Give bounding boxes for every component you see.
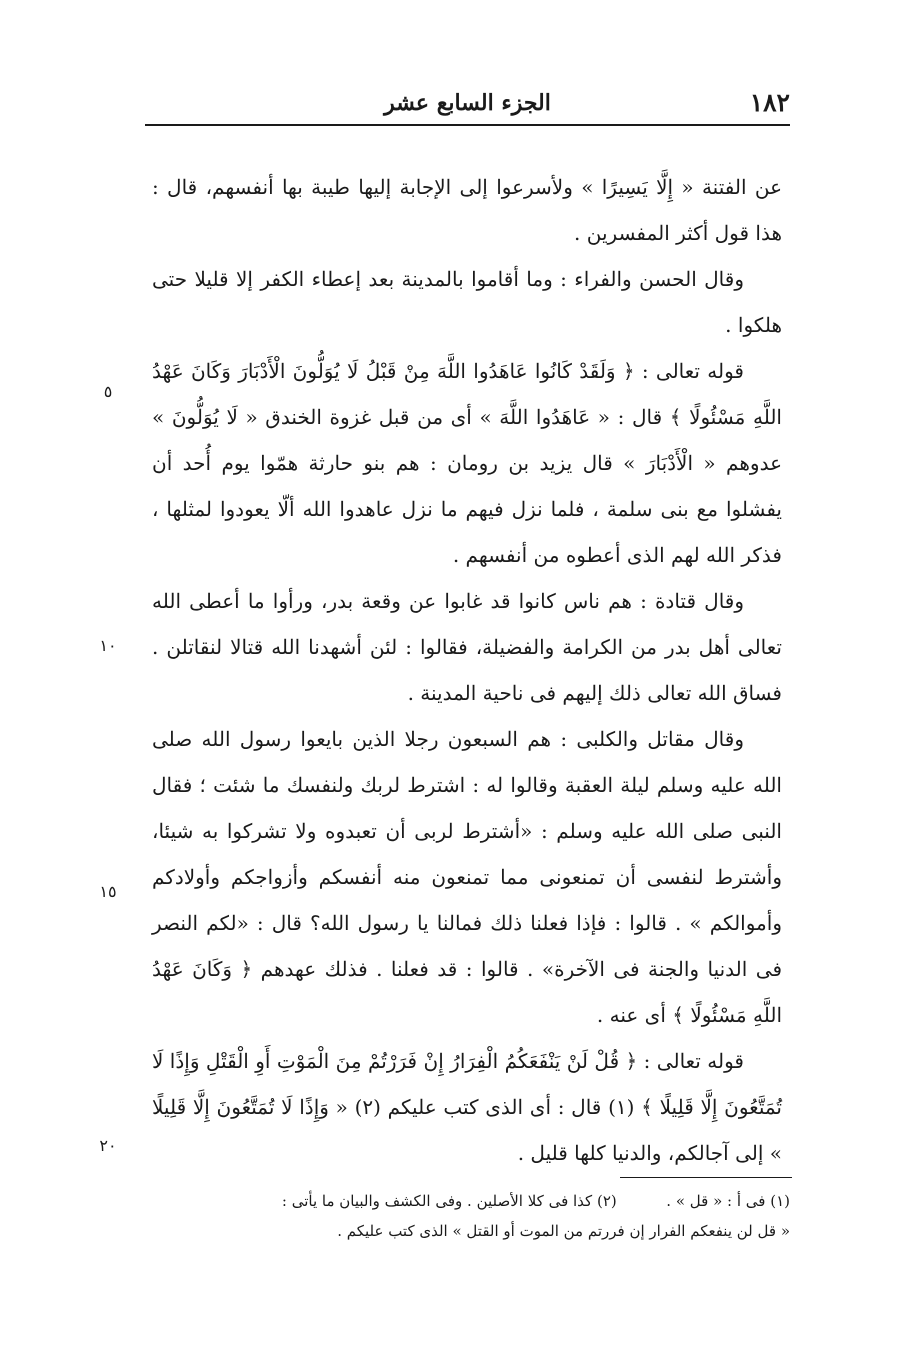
- header-rule: [145, 124, 790, 126]
- footnote-1: (١) فى أ : « قل » .: [666, 1192, 790, 1210]
- line-number-15: ١٥: [99, 882, 117, 901]
- footnote-line: [150, 1216, 790, 1246]
- page-header: [145, 86, 790, 122]
- paragraph: وقال مقاتل والكلبى : هم السبعون رجلا الذين بايعوا رسول الله صلى الله عليه وسلم ليلة العقبة وقالوا له : اشترط لربك ولنفسك ما شئت ؛ فقال النبى صلى الله عليه وسلم : «أشترط لربى أن تعبدوه ولا تشركوا به شيئا، وأشترط لنفسى أن تمنعونى مما تمنعون منه أنفسكم وأزواجكم وأولادكم وأموالكم » . قالوا : فإذا فعلنا ذلك فمالنا يا رسول الله؟ قال : «لكم النصر فى الدنيا والجنة فى الآخرة» . قالوا : قد فعلنا . فذلك عهدهم ﴿ وَكَانَ عَهْدُ اللَّهِ مَسْئُولًا ﴾ أى عنه .: [152, 727, 782, 1027]
- footnote-2-continuation: « قل لن ينفعكم الفرار إن فررتم من الموت أو القتل » الذى كتب عليكم .: [337, 1222, 790, 1240]
- paragraph: عن الفتنة « إِلَّا يَسِيرًا » ولأسرعوا إلى الإجابة إليها طيبة بها أنفسهم، قال : هذا قول أكثر المفسرين .: [152, 175, 782, 245]
- page-number: ١٨٢: [749, 88, 790, 117]
- line-number-20: ٢٠: [99, 1136, 117, 1155]
- line-number-5: ٥: [103, 382, 113, 401]
- main-text: [152, 164, 782, 1176]
- footnote-rule: [620, 1177, 792, 1178]
- footnote-line: [150, 1186, 790, 1216]
- paragraph: وقال قتادة : هم ناس كانوا قد غابوا عن وقعة بدر، ورأوا ما أعطى الله تعالى أهل بدر من الكرامة والفضيلة، فقالوا : لئن أشهدنا الله قتالا لنقاتلن . فساق الله تعالى ذلك إليهم فى ناحية المدينة .: [152, 589, 782, 705]
- paragraph: قوله تعالى : ﴿ قُلْ لَنْ يَنْفَعَكُمُ الْفِرَارُ إِنْ فَرَرْتُمْ مِنَ الْمَوْتِ أَوِ الْقَتْلِ وَإِذًا لَا تُمَتَّعُونَ إِلَّا قَلِيلًا ﴾ (١) قال : أى الذى كتب عليكم (٢) « وَإِذًا لَا تُمَتَّعُونَ إِلَّا قَلِيلًا » إلى آجالكم، والدنيا كلها قليل .: [152, 1049, 782, 1165]
- footnote-2: (٢) كذا فى كلا الأصلين . وفى الكشف والبيان ما يأتى :: [281, 1192, 617, 1210]
- line-number-10: ١٠: [99, 636, 117, 655]
- paragraph: وقال الحسن والفراء : وما أقاموا بالمدينة بعد إعطاء الكفر إلا قليلا حتى هلكوا .: [152, 267, 782, 337]
- paragraph: قوله تعالى : ﴿ وَلَقَدْ كَانُوا عَاهَدُوا اللَّهَ مِنْ قَبْلُ لَا يُوَلُّونَ الْأَدْبَارَ وَكَانَ عَهْدُ اللَّهِ مَسْئُولًا ﴾ قال : « عَاهَدُوا اللَّهَ » أى من قبل غزوة الخندق « لَا يُوَلُّونَ » عدوهم « الْأَدْبَارَ » قال يزيد بن رومان : هم بنو حارثة همّوا يوم أُحد أن يفشلوا مع بنى سلمة ، فلما نزل فيهم ما نزل عاهدوا الله ألّا يعودوا لمثلها ، فذكر الله لهم الذى أعطوه من أنفسهم .: [152, 359, 782, 567]
- footnotes: [150, 1186, 790, 1246]
- running-title: الجزء السابع عشر: [384, 90, 551, 116]
